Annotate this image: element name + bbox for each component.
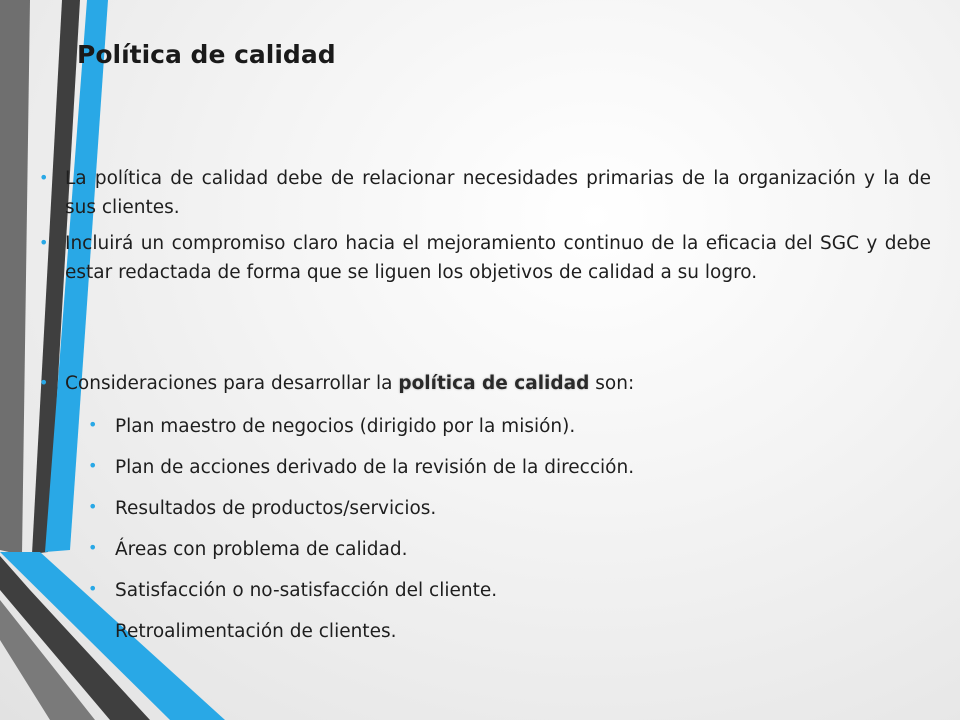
bullet-dot: • (39, 373, 49, 392)
sub-bullet-text: Resultados de productos/servicios. (115, 498, 437, 519)
sub-bullet-item (88, 412, 576, 441)
sub-bullet-item (88, 453, 635, 482)
bullet-dot: • (39, 233, 49, 252)
sub-bullet-text: Áreas con problema de calidad. (115, 539, 408, 560)
bullet-item (39, 164, 931, 222)
sub-bullet-dot: • (88, 538, 98, 557)
bullet-dot: • (39, 168, 49, 187)
sub-bullet-dot: • (88, 579, 98, 598)
sub-bullet-text: Plan maestro de negocios (dirigido por la misión). (115, 416, 576, 437)
sub-bullet-text: Retroalimentación de clientes. (115, 621, 397, 642)
considerations-suffix: son: (589, 373, 635, 394)
bullet-text: Incluirá un compromiso claro hacia el mejoramiento continuo de la eficacia del SGC y debe estar redactada de forma que se liguen los objetivos de calidad a su logro. (65, 233, 931, 283)
gray-stripe-left (0, 0, 30, 555)
considerations-emphasis: política de calidad (398, 373, 590, 394)
slide-title: Política de calidad (77, 40, 336, 69)
sub-bullet-dot: • (88, 415, 98, 434)
sub-bullet-item (88, 494, 437, 523)
sub-bullet-item (88, 576, 498, 605)
considerations-prefix: Consideraciones para desarrollar la (65, 373, 399, 394)
sub-bullet-dot: • (88, 497, 98, 516)
sub-bullet-item (88, 535, 408, 564)
sub-bullet-text: Satisfacción o no-satisfacción del cliente. (115, 580, 498, 601)
sub-bullet-text: Plan de acciones derivado de la revisión de la dirección. (115, 457, 635, 478)
considerations-item (39, 369, 931, 398)
bullet-text: La política de calidad debe de relacionar necesidades primarias de la organización y la de sus clientes. (65, 168, 931, 218)
bullet-item (39, 229, 931, 287)
sub-bullet-dot: • (88, 456, 98, 475)
sub-bullet-item (115, 617, 396, 646)
